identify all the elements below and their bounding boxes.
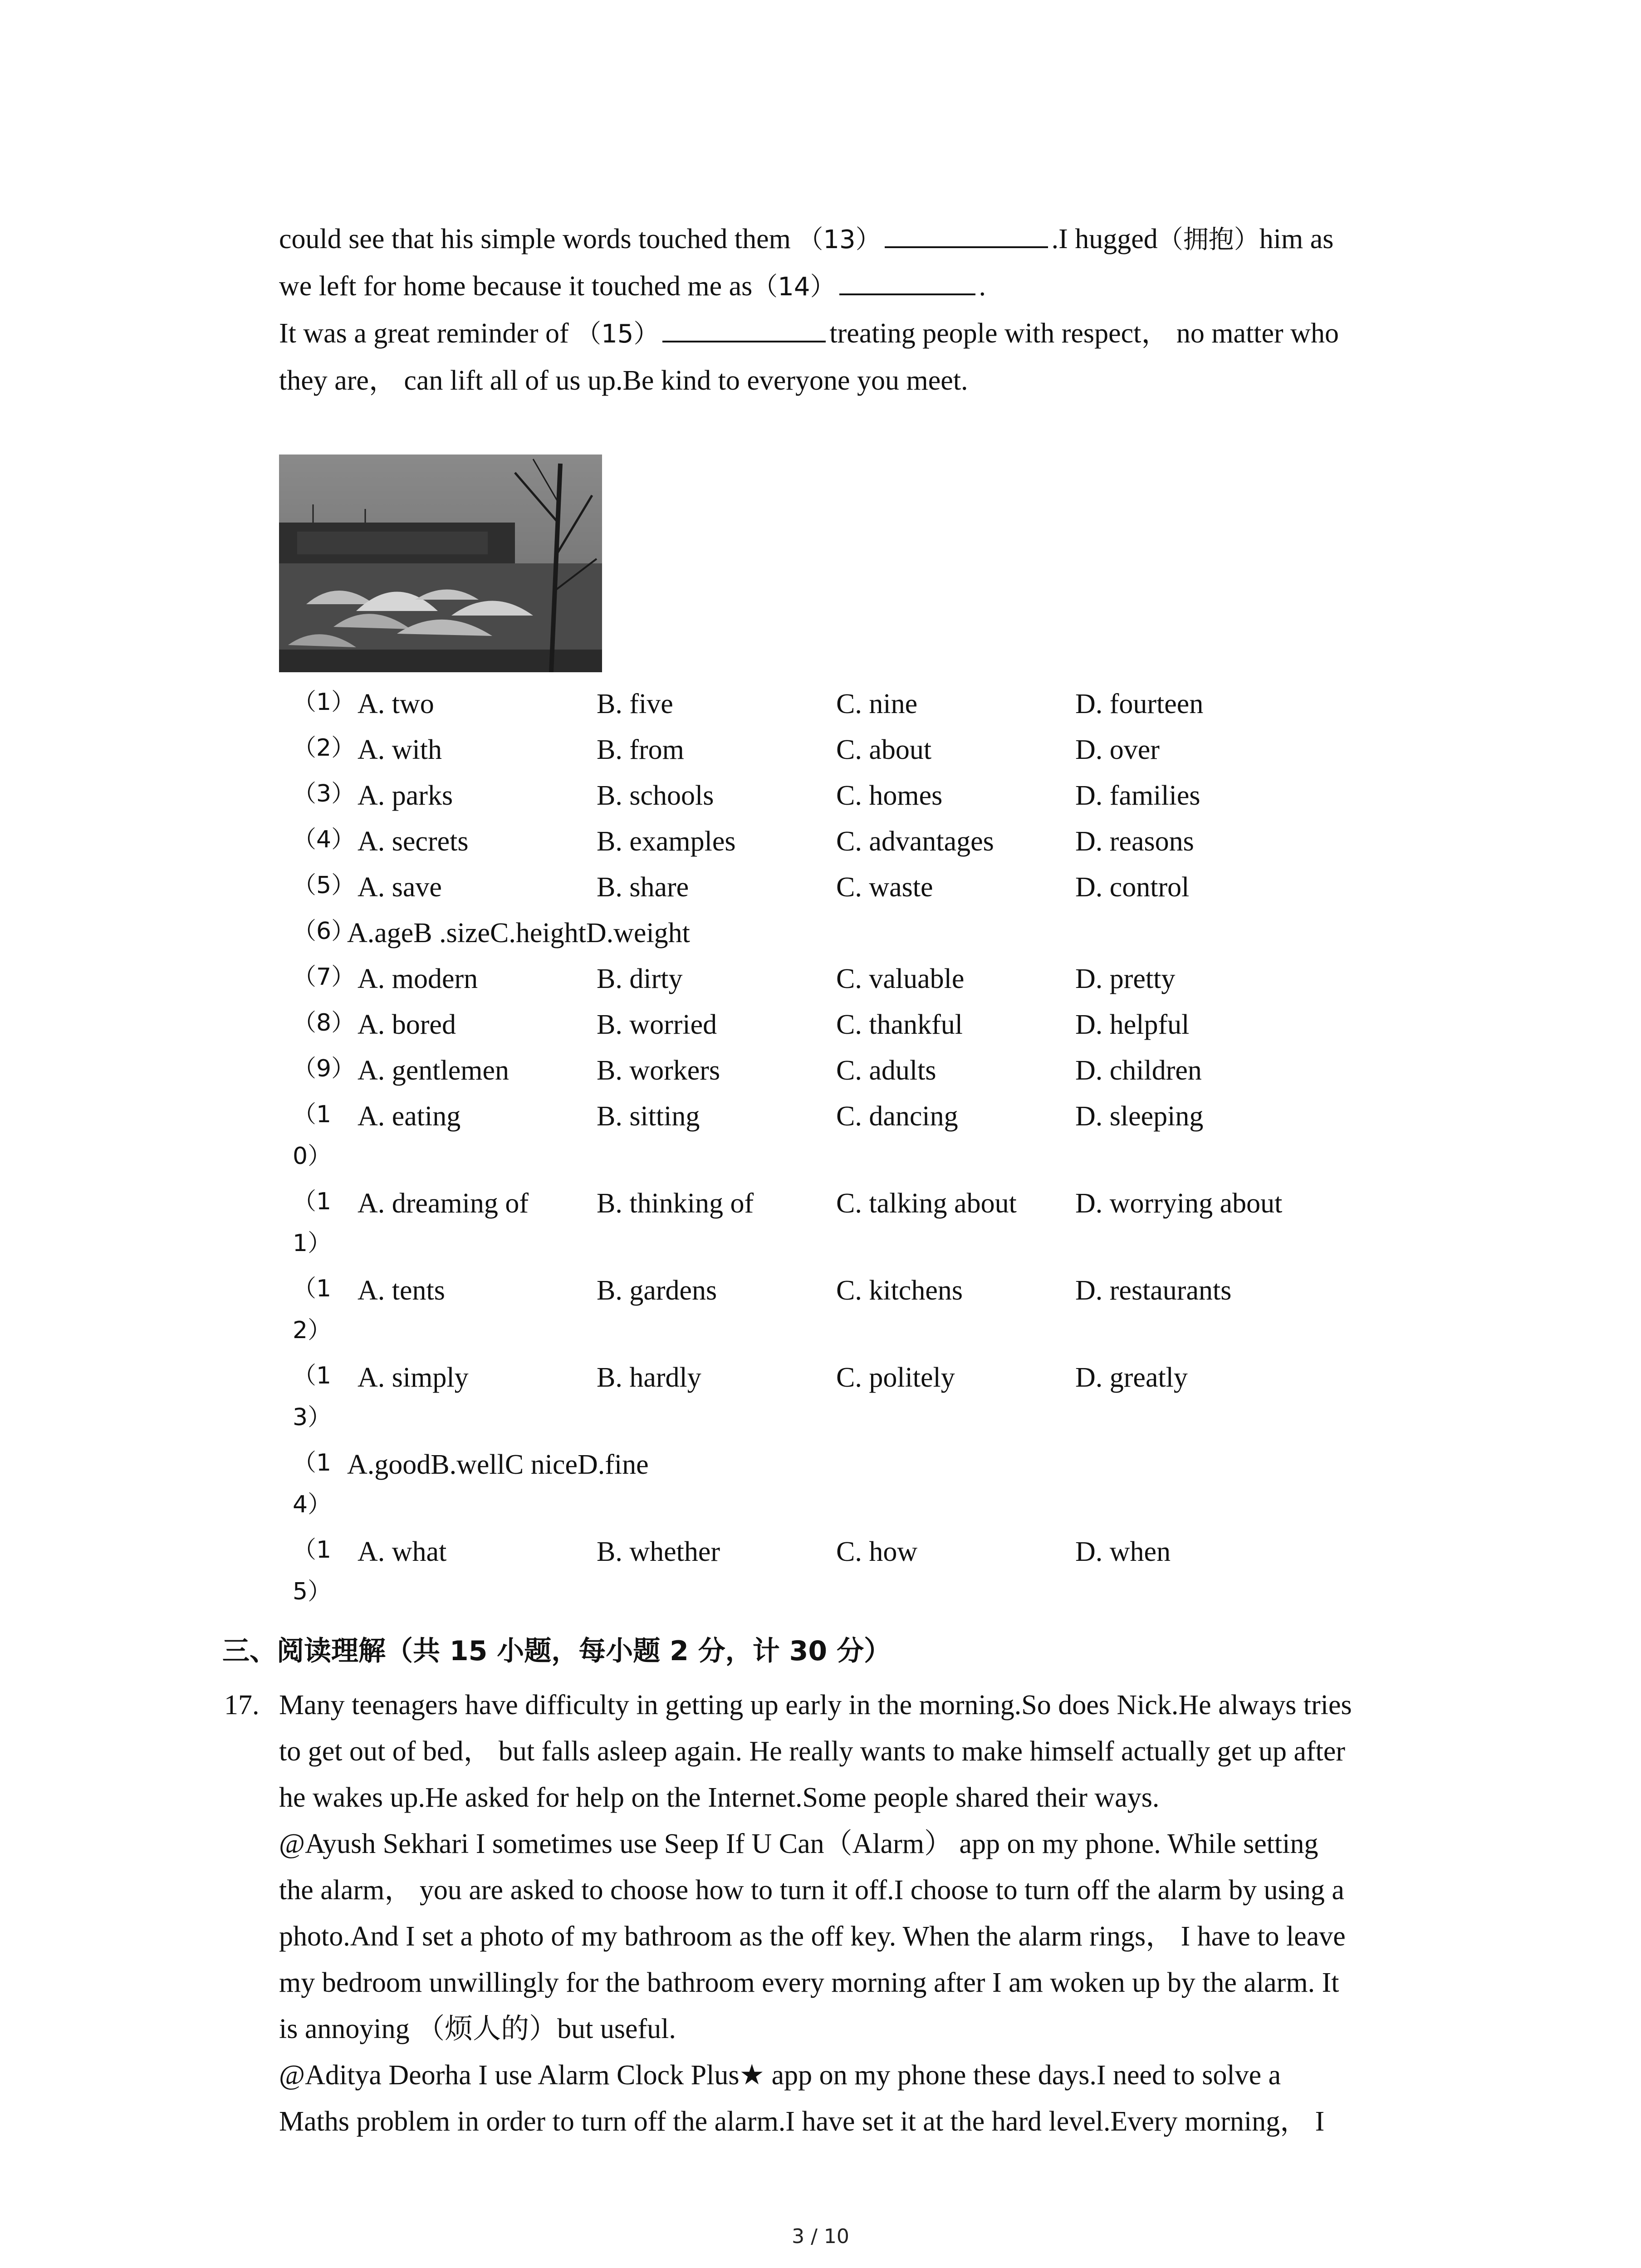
question-line: @Aditya Deorha I use Alarm Clock Plus★ app on my phone these days.I need to solve a — [279, 2060, 1281, 2091]
option-c[interactable]: C. valuable — [836, 963, 965, 994]
passage-line-3: It was a great reminder of （15） treating people with respect， no matter who — [279, 310, 1468, 357]
question-line: Maths problem in order to turn off the alarm.I have set it at the hard level.Every morning， I — [279, 2106, 1325, 2137]
option-a[interactable]: A. gentlemen — [358, 1055, 509, 1086]
question-line: Many teenagers have difficulty in getting up early in the morning.So does Nick.He always tries — [279, 1690, 1352, 1721]
option-a[interactable]: A. parks — [358, 780, 453, 811]
option-c[interactable]: C. dancing — [836, 1101, 958, 1132]
option-b[interactable]: B. sitting — [597, 1101, 700, 1132]
question-number: 17. — [224, 1690, 260, 1721]
blank-14[interactable] — [839, 265, 975, 295]
option-d[interactable]: D. greatly — [1075, 1362, 1188, 1393]
passage-line-2: we left for home because it touched me as（14） . — [279, 263, 1468, 310]
option-b[interactable]: B. whether — [597, 1536, 720, 1567]
option-d[interactable]: D. reasons — [1075, 826, 1194, 857]
option-c[interactable]: C. about — [836, 734, 932, 765]
page-number: 3 / 10 — [792, 2225, 849, 2248]
option-line[interactable]: A.ageB .sizeC.heightD.weight — [347, 918, 690, 948]
option-c[interactable]: C. kitchens — [836, 1275, 963, 1306]
option-b[interactable]: B. schools — [597, 780, 714, 811]
option-d[interactable]: D. helpful — [1075, 1009, 1190, 1040]
option-b[interactable]: B. five — [597, 689, 673, 719]
option-c[interactable]: C. politely — [836, 1362, 955, 1393]
option-b[interactable]: B. hardly — [597, 1362, 701, 1393]
option-d[interactable]: D. over — [1075, 734, 1160, 765]
option-d[interactable]: D. worrying about — [1075, 1188, 1283, 1219]
option-b[interactable]: B. workers — [597, 1055, 720, 1086]
option-b[interactable]: B. worried — [597, 1009, 717, 1040]
option-d[interactable]: D. sleeping — [1075, 1101, 1204, 1132]
question-line: photo.And I set a photo of my bathroom as the off key. When the alarm rings， I have to leave — [279, 1921, 1346, 1952]
option-c[interactable]: C. nine — [836, 689, 918, 719]
option-c[interactable]: C. talking about — [836, 1188, 1017, 1219]
option-d[interactable]: D. children — [1075, 1055, 1202, 1086]
option-b[interactable]: B. from — [597, 734, 684, 765]
section-heading: 三、阅读理解（共 15 小题，每小题 2 分，计 30 分） — [222, 1635, 892, 1667]
option-d[interactable]: D. families — [1075, 780, 1200, 811]
option-d[interactable]: D. restaurants — [1075, 1275, 1232, 1306]
question-line: the alarm， you are asked to choose how to turn it off.I choose to turn off the alarm by using a — [279, 1875, 1344, 1906]
tents-photo-image — [279, 455, 602, 672]
option-a[interactable]: A. save — [358, 872, 442, 903]
option-c[interactable]: C. waste — [836, 872, 933, 903]
option-c[interactable]: C. thankful — [836, 1009, 963, 1040]
tents-photo — [279, 455, 602, 672]
question-line: @Ayush Sekhari I sometimes use Seep If U Can（Alarm） app on my phone. While setting — [279, 1828, 1318, 1859]
option-a[interactable]: A. dreaming of — [358, 1188, 529, 1219]
question-17-text — [279, 1682, 1468, 2145]
question-line: is annoying （烦人的）but useful. — [279, 2014, 676, 2044]
passage-line-1: could see that his simple words touched them （13） .I hugged（拥抱）him as — [279, 216, 1468, 263]
option-a[interactable]: A. two — [358, 689, 434, 719]
option-a[interactable]: A. modern — [358, 963, 478, 994]
question-line: my bedroom unwillingly for the bathroom every morning after I am woken up by the alarm. It — [279, 1967, 1339, 1998]
option-a[interactable]: A. tents — [358, 1275, 445, 1306]
option-d[interactable]: D. when — [1075, 1536, 1171, 1567]
blank-15[interactable] — [662, 313, 826, 342]
option-c[interactable]: C. advantages — [836, 826, 994, 857]
option-d[interactable]: D. control — [1075, 872, 1190, 903]
option-d[interactable]: D. pretty — [1075, 963, 1176, 994]
option-c[interactable]: C. adults — [836, 1055, 936, 1086]
option-a[interactable]: A. bored — [358, 1009, 456, 1040]
option-line[interactable]: A.goodB.wellC niceD.fine — [347, 1449, 649, 1480]
option-b[interactable]: B. examples — [597, 826, 736, 857]
passage-line-4: they are， can lift all of us up.Be kind to everyone you meet. — [279, 365, 968, 396]
option-a[interactable]: A. secrets — [358, 826, 469, 857]
question-line: he wakes up.He asked for help on the Internet.Some people shared their ways. — [279, 1782, 1160, 1813]
question-line: to get out of bed， but falls asleep again. He really wants to make himself actually get up after — [279, 1736, 1346, 1767]
passage-text — [279, 216, 1468, 404]
option-a[interactable]: A. what — [358, 1536, 447, 1567]
option-b[interactable]: B. gardens — [597, 1275, 717, 1306]
option-a[interactable]: A. simply — [358, 1362, 469, 1393]
option-c[interactable]: C. homes — [836, 780, 943, 811]
option-b[interactable]: B. dirty — [597, 963, 683, 994]
blank-13[interactable] — [885, 218, 1048, 248]
option-b[interactable]: B. share — [597, 872, 689, 903]
option-a[interactable]: A. eating — [358, 1101, 461, 1132]
option-b[interactable]: B. thinking of — [597, 1188, 754, 1219]
option-a[interactable]: A. with — [358, 734, 442, 765]
option-c[interactable]: C. how — [836, 1536, 918, 1567]
option-d[interactable]: D. fourteen — [1075, 689, 1204, 719]
